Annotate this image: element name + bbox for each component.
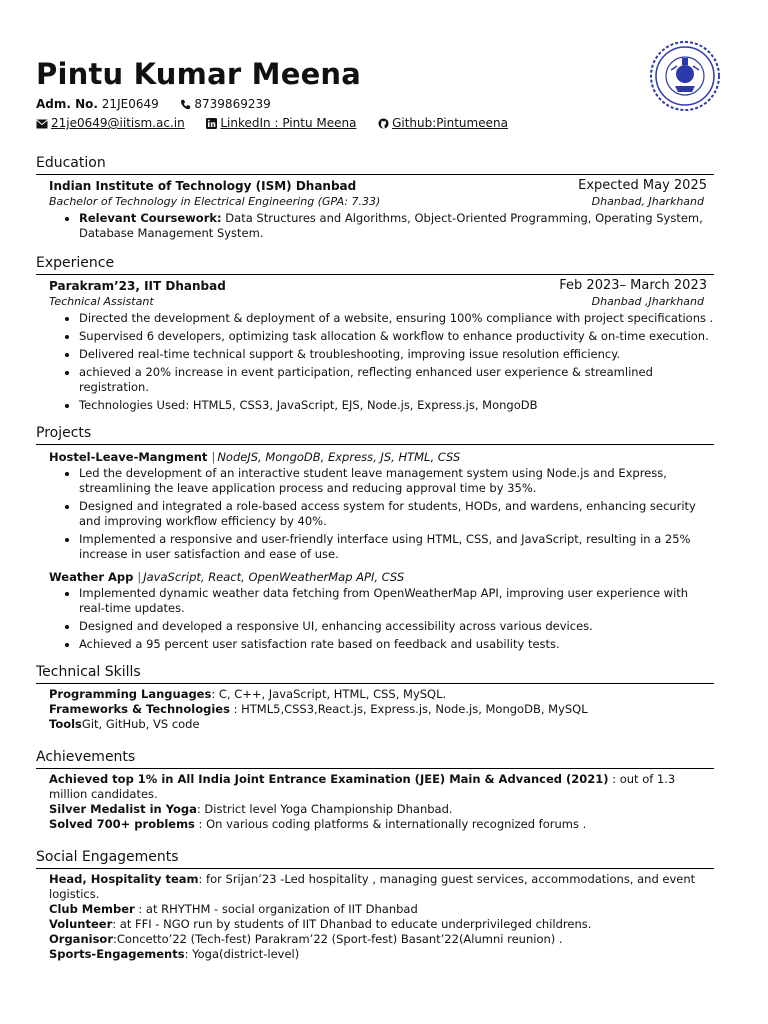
section-title: Experience [36,255,115,271]
github-icon [378,117,389,133]
experience-date: Feb 2023– March 2023 [559,278,707,293]
project-tech: NodeJS, MongoDB, Express, JS, HTML, CSS [217,450,461,464]
achievement-item [36,817,714,832]
achievement-label: Achieved top 1% in All India Joint Entrance Examination (JEE) Main & Advanced (2021) [49,772,609,786]
institution-name: Indian Institute of Technology (ISM) Dhanbad [49,179,357,193]
skills-section [36,664,714,732]
phone-number: 8739869239 [194,97,271,111]
social-text: :Concetto’22 (Tech-fest) Parakram’22 (Sport-fest) Basant’22(Alumni reunion) . [113,932,563,946]
achievement-item [36,772,714,802]
skills-text: Git, GitHub, VS code [81,717,200,731]
resume-page [36,57,714,962]
role: Technical Assistant [49,295,154,308]
section-divider [36,274,714,275]
adm-label: Adm. No. [36,97,98,111]
skills-text: : HTML5,CSS3,React.js, Express.js, Node.js, MongoDB, MySQL [229,702,588,716]
list-item: • Directed the development & deployment of a website, ensuring 100% compliance with project specifications . [79,311,714,326]
education-section [36,155,714,241]
education-list [36,211,714,241]
achievement-label: Solved 700+ problems [49,817,195,831]
section-title: Technical Skills [36,664,141,680]
achievement-label: Silver Medalist in Yoga [49,802,197,816]
list-item: • Designed and integrated a role-based access system for students, HODs, and wardens, enhancing security and improving workflow efficiency by 40%. [79,499,714,529]
list-item: • achieved a 20% increase in event participation, reflecting enhanced user experience & streamlined registration. [79,365,714,395]
section-divider [36,868,714,869]
separator: | [137,570,142,584]
project-heading [36,449,714,465]
list-item [79,211,714,241]
achievements-section [36,749,714,832]
list-item: • Implemented a responsive and user-friendly interface using HTML, CSS, and JavaScript, resulting in a 25% increase in user satisfaction and ease of use. [79,532,714,562]
education-date: Expected May 2025 [578,178,707,193]
skills-languages [36,687,714,702]
phone-icon [180,98,191,114]
section-title: Projects [36,425,92,441]
achievement-text: : out of 1.3 million candidates. [49,772,676,801]
candidate-name: Pintu Kumar Meena [36,57,362,91]
degree: Bachelor of Technology in Electrical Engineering (GPA: 7.33) [49,195,381,208]
section-title: Achievements [36,749,136,765]
skills-label: Tools [49,717,82,731]
section-divider [36,444,714,445]
experience-list [36,311,714,413]
skills-frameworks [36,702,714,717]
achievement-text: : On various coding platforms & internationally recognized forums . [194,817,587,831]
skills-text: : C, C++, JavaScript, HTML, CSS, MySQL. [211,687,447,701]
list-item: • Delivered real-time technical support & troubleshooting, improving issue resolution efficiency. [79,347,714,362]
social-label: Volunteer [49,917,113,931]
project-name: Weather App [49,570,134,584]
social-item [36,872,714,902]
list-item: • Led the development of an interactive student leave management system using Node.js and Express, streamlining the leave application process and reducing approval time by 35%. [79,466,714,496]
social-text: : for Srijan’23 -Led hospitality , managing guest services, accommodations, and event logistics. [49,872,696,901]
list-item: • Supervised 6 developers, optimizing task allocation & workflow to enhance productivity & on-time execution. [79,329,714,344]
skills-label: Frameworks & Technologies [49,702,230,716]
skills-label: Programming Languages [49,687,212,701]
linkedin-icon [206,117,217,133]
coursework-text: Data Structures and Algorithms, Object-Oriented Programming, Operating System, Database Management System. [79,211,703,240]
social-label: Club Member [49,902,135,916]
social-item [36,932,714,947]
github-link[interactable]: Github:Pintumeena [392,116,508,130]
social-label: Sports-Engagements [49,947,185,961]
email-link[interactable]: 21je0649@iitism.ac.in [51,116,185,130]
list-item: • Technologies Used: HTML5, CSS3, JavaScript, EJS, Node.js, Express.js, MongoDB [79,398,714,413]
adm-number: 21JE0649 [101,97,159,111]
project-list [36,586,714,652]
experience-section [36,255,714,413]
experience-heading-row [36,278,714,294]
experience-location: Dhanbad ,Jharkhand [591,295,704,308]
coursework-label: Relevant Coursework: [79,211,222,225]
separator: | [211,450,216,464]
project-list [36,466,714,562]
social-item [36,917,714,932]
education-location: Dhanbad, Jharkhand [591,195,704,208]
section-divider [36,174,714,175]
social-text: : at FFI - NGO run by students of IIT Dhanbad to educate underprivileged childrens. [112,917,592,931]
organization-name: Parakram’23, IIT Dhanbad [49,279,226,293]
section-title: Social Engagements [36,849,179,865]
project-heading [36,569,714,585]
list-item: • Achieved a 95 percent user satisfaction rate based on feedback and usability tests. [79,637,714,652]
social-section [36,849,714,962]
achievement-text: : District level Yoga Championship Dhanbad. [196,802,453,816]
social-item [36,902,714,917]
social-item [36,947,714,962]
contact-line-1 [36,96,714,114]
project-tech: JavaScript, React, OpenWeatherMap API, CSS [143,570,405,584]
contact-line-2 [36,115,714,133]
education-heading-row [36,178,714,194]
achievement-item [36,802,714,817]
social-label: Organisor [49,932,113,946]
list-item: • Implemented dynamic weather data fetching from OpenWeatherMap API, improving user experience with real-time updates. [79,586,714,616]
social-text: : Yoga(district-level) [184,947,300,961]
section-divider [36,768,714,769]
linkedin-link[interactable]: LinkedIn : Pintu Meena [220,116,357,130]
projects-section [36,425,714,652]
section-divider [36,683,714,684]
education-subheading-row [36,194,714,210]
skills-tools [36,717,714,732]
project-name: Hostel-Leave-Mangment [49,450,208,464]
social-label: Head, Hospitality team [49,872,199,886]
envelope-icon [36,117,48,133]
list-item: • Designed and developed a responsive UI, enhancing accessibility across various devices. [79,619,714,634]
social-text: : at RHYTHM - social organization of IIT Dhanbad [134,902,418,916]
experience-subheading-row [36,294,714,310]
section-title: Education [36,155,106,171]
